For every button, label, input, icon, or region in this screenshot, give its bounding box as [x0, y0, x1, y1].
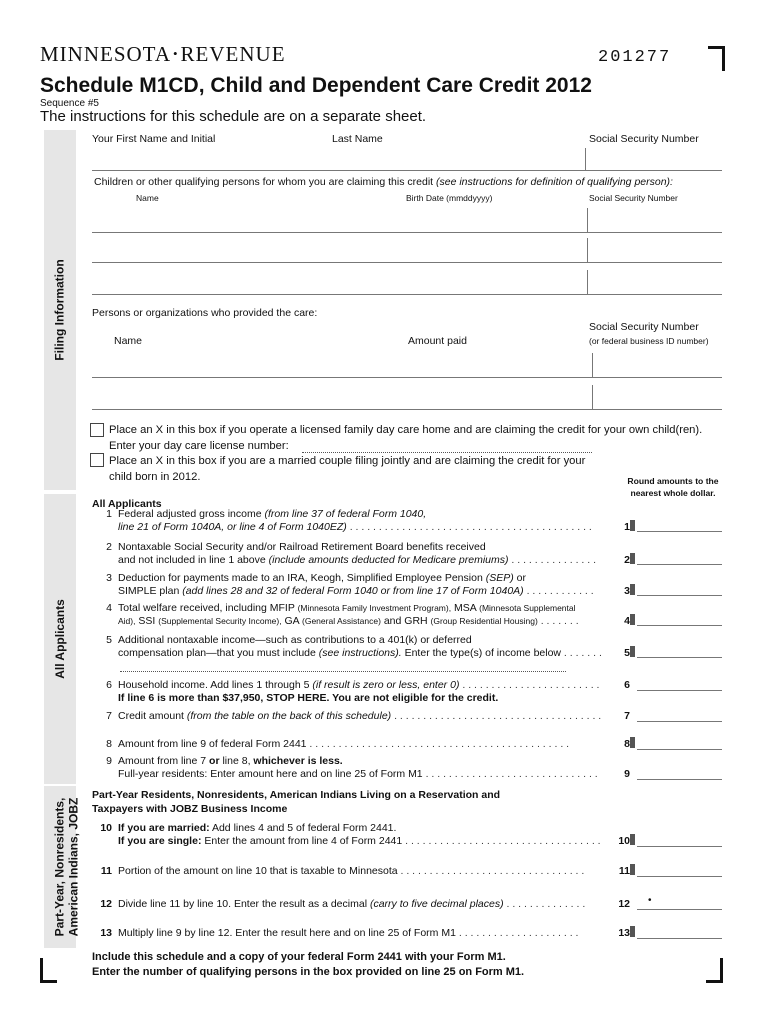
- corner-mark-bottom-left: [40, 958, 57, 983]
- line-4-amount-field[interactable]: [637, 625, 722, 626]
- line-3-number: 3: [624, 585, 630, 597]
- footer-instructions: Include this schedule and a copy of your federal Form 2441 with your Form M1. Enter the number of qualifying persons in the box provided on line 25 on Form M1.: [92, 951, 525, 978]
- child-name-label: Name: [136, 193, 159, 203]
- child-row-1[interactable]: [92, 232, 722, 233]
- provider-row-2-divider: [592, 385, 593, 409]
- line-5-amount-field[interactable]: [637, 657, 722, 658]
- last-name-label: Last Name: [332, 133, 383, 145]
- line-8-amount-field[interactable]: [637, 749, 722, 750]
- side-tab-all-applicants: All Applicants: [44, 494, 76, 784]
- filer-ssn-label: Social Security Number: [589, 133, 699, 145]
- line-2-text: 2 Nontaxable Social Security and/or Railroad Retirement Board benefits received and not included in line 1 above (include amounts deducted for Medicare premiums) . . . . . . . . . . . . . . .: [106, 541, 597, 566]
- line-1-text: 1 Federal adjusted gross income (from line 37 of federal Form 1040, line 21 of Form 1040A, or line 4 of Form 1040EZ) . . . . . . . . . . . . . . . . . . . . . . . . . . . . . . . . . . . . . . . . . .: [106, 508, 592, 533]
- line-1-amount-field[interactable]: [637, 531, 722, 532]
- provider-row-1-divider: [592, 353, 593, 377]
- married-joint-label-line2: child born in 2012.: [109, 471, 201, 483]
- license-number-label: Enter your day care license number:: [109, 440, 289, 452]
- section-all-applicants: All Applicants: [92, 498, 162, 510]
- child-birth-label: Birth Date (mmddyyyy): [406, 193, 493, 203]
- sequence-number: Sequence #5: [40, 98, 99, 109]
- line-13-marker: [630, 926, 635, 937]
- line-2-amount-field[interactable]: [637, 564, 722, 565]
- provider-row-1[interactable]: [92, 377, 722, 378]
- line-11-amount-field[interactable]: [637, 876, 722, 877]
- line-13-amount-field[interactable]: [637, 938, 722, 939]
- line-11-text: 11 Portion of the amount on line 10 that is taxable to Minnesota . . . . . . . . . . . . . . . . . . . . . . . . . . . . . . . .: [100, 865, 585, 877]
- line-9-number: 9: [624, 768, 630, 780]
- logo-dot: •: [172, 46, 179, 61]
- line-5-number: 5: [624, 647, 630, 659]
- side-tab-part-year: [44, 786, 81, 948]
- side-tab-filing-information: Filing Information: [44, 130, 76, 490]
- line-2-number: 2: [624, 554, 630, 566]
- line-6-number: 6: [624, 679, 630, 691]
- logo-text-right: REVENUE: [180, 42, 286, 66]
- line-3-text: 3 Deduction for payments made to an IRA, Keogh, Simplified Employee Pension (SEP) or SIMPLE plan (add lines 28 and 32 of federal Form 1040 or from line 17 of Form 1040A) . . . . . . . . . . . .: [106, 572, 594, 597]
- round-amounts-note: Round amounts to the nearest whole dollar.: [627, 476, 719, 498]
- line-8-marker: [630, 737, 635, 748]
- daycare-checkbox-label: Place an X in this box if you operate a licensed family day care home and are claiming the credit for your own child(ren).: [109, 424, 703, 436]
- line-7-number: 7: [624, 710, 630, 722]
- instructions-note: The instructions for this schedule are on a separate sheet.: [40, 108, 427, 125]
- line-13-number: 13: [618, 927, 630, 939]
- line-7-text: 7 Credit amount (from the table on the back of this schedule) . . . . . . . . . . . . . . . . . . . . . . . . . . . . . . . . . . . .: [106, 710, 602, 722]
- provider-amount-label: Amount paid: [408, 335, 467, 347]
- married-joint-checkbox[interactable]: [90, 453, 104, 467]
- children-heading: Children or other qualifying persons for whom you are claiming this credit (see instructions for definition of qualifying person):: [94, 176, 673, 188]
- line-3-amount-field[interactable]: [637, 595, 722, 596]
- first-name-label: Your First Name and Initial: [92, 133, 216, 145]
- child-row-2[interactable]: [92, 262, 722, 263]
- filer-ssn-divider: [585, 148, 586, 170]
- line-9-amount-field[interactable]: [637, 779, 722, 780]
- line-4-marker: [630, 614, 635, 625]
- line-5-income-type-field[interactable]: [120, 671, 566, 672]
- line-10-text: 10 If you are married: Add lines 4 and 5 of federal Form 2441. If you are single: Enter the amount from line 4 of Form 2441 . . . . . . . . . . . . . . . . . . . . . . . . . . . . . . . . . .: [100, 822, 601, 847]
- line-9-text: 9 Amount from line 7 or line 8, whichever is less. Full-year residents: Enter amount here and on line 25 of Form M1 . . . . . . . . . . . . . . . . . . . . . . . . . . . . . .: [106, 755, 598, 780]
- corner-mark-bottom-right: [706, 958, 723, 983]
- line-7-amount-field[interactable]: [637, 721, 722, 722]
- line-4-number: 4: [624, 615, 630, 627]
- line-10-amount-field[interactable]: [637, 846, 722, 847]
- line-5-marker: [630, 646, 635, 657]
- providers-heading: Persons or organizations who provided the care:: [92, 307, 318, 319]
- daycare-checkbox[interactable]: [90, 423, 104, 437]
- line-1-marker: [630, 520, 635, 531]
- line-12-decimal-point: •: [648, 895, 652, 906]
- corner-mark-top-right: [708, 46, 725, 71]
- line-12-amount-field[interactable]: [637, 909, 722, 910]
- provider-ssn-note: (or federal business ID number): [589, 336, 709, 346]
- minnesota-revenue-logo: [40, 42, 286, 67]
- child-row-3-divider: [587, 270, 588, 294]
- line-3-marker: [630, 584, 635, 595]
- line-12-number: 12: [618, 898, 630, 910]
- child-row-3[interactable]: [92, 294, 722, 295]
- provider-name-label: Name: [114, 335, 143, 347]
- line-13-text: 13 Multiply line 9 by line 12. Enter the result here and on line 25 of Form M1 . . . . . . . . . . . . . . . . . . . . .: [100, 927, 579, 939]
- line-11-number: 11: [618, 865, 630, 877]
- line-11-marker: [630, 864, 635, 875]
- line-10-number: 10: [618, 835, 630, 847]
- married-joint-label-line1: Place an X in this box if you are a married couple filing jointly and are claiming the credit for your: [109, 455, 586, 467]
- line-12-text: 12 Divide line 11 by line 10. Enter the result as a decimal (carry to five decimal places) . . . . . . . . . . . . . .: [100, 898, 586, 910]
- child-row-1-divider: [587, 208, 588, 232]
- section-part-year-heading: Part-Year Residents, Nonresidents, American Indians Living on a Reservation and Taxpayers with JOBZ Business Income: [92, 789, 501, 815]
- filer-name-field[interactable]: [92, 170, 722, 171]
- line-2-marker: [630, 553, 635, 564]
- line-1-number: 1: [624, 521, 630, 533]
- provider-row-2[interactable]: [92, 409, 722, 410]
- line-6-amount-field[interactable]: [637, 690, 722, 691]
- child-row-2-divider: [587, 238, 588, 262]
- side-tab-part-year-text: Part-Year, Nonresidents, American Indians, JOBZ: [52, 797, 81, 937]
- license-number-field[interactable]: [302, 452, 592, 453]
- line-6-text: 6 Household income. Add lines 1 through 5 (if result is zero or less, enter 0) . . . . . . . . . . . . . . . . . . . . . . . . If line 6 is more than $37,950, STOP HERE. You are not eligible for the credit.: [106, 679, 600, 704]
- line-8-number: 8: [624, 738, 630, 750]
- provider-ssn-label: Social Security Number: [589, 321, 699, 333]
- logo-text-left: MINNESOTA: [40, 42, 171, 66]
- page-title: Schedule M1CD, Child and Dependent Care Credit 2012: [40, 74, 592, 97]
- line-8-text: 8 Amount from line 9 of federal Form 2441 . . . . . . . . . . . . . . . . . . . . . . . . . . . . . . . . . . . . . . . . . . . . .: [106, 738, 570, 750]
- line-10-marker: [630, 834, 635, 845]
- line-5-text: 5 Additional nontaxable income—such as contributions to a 401(k) or deferred compensation plan—that you must include (see instructions). Enter the type(s) of income below . . . . . . .: [106, 634, 602, 659]
- form-number: 201277: [598, 48, 672, 67]
- child-ssn-label: Social Security Number: [589, 193, 678, 203]
- line-4-text: 4 Total welfare received, including MFIP (Minnesota Family Investment Program), MSA (Minnesota Supplemental Aid), SSI (Supplemental Security Income), GA (General Assistance) and GRH (Group Residential Housing) . . . . . . .: [106, 602, 579, 627]
